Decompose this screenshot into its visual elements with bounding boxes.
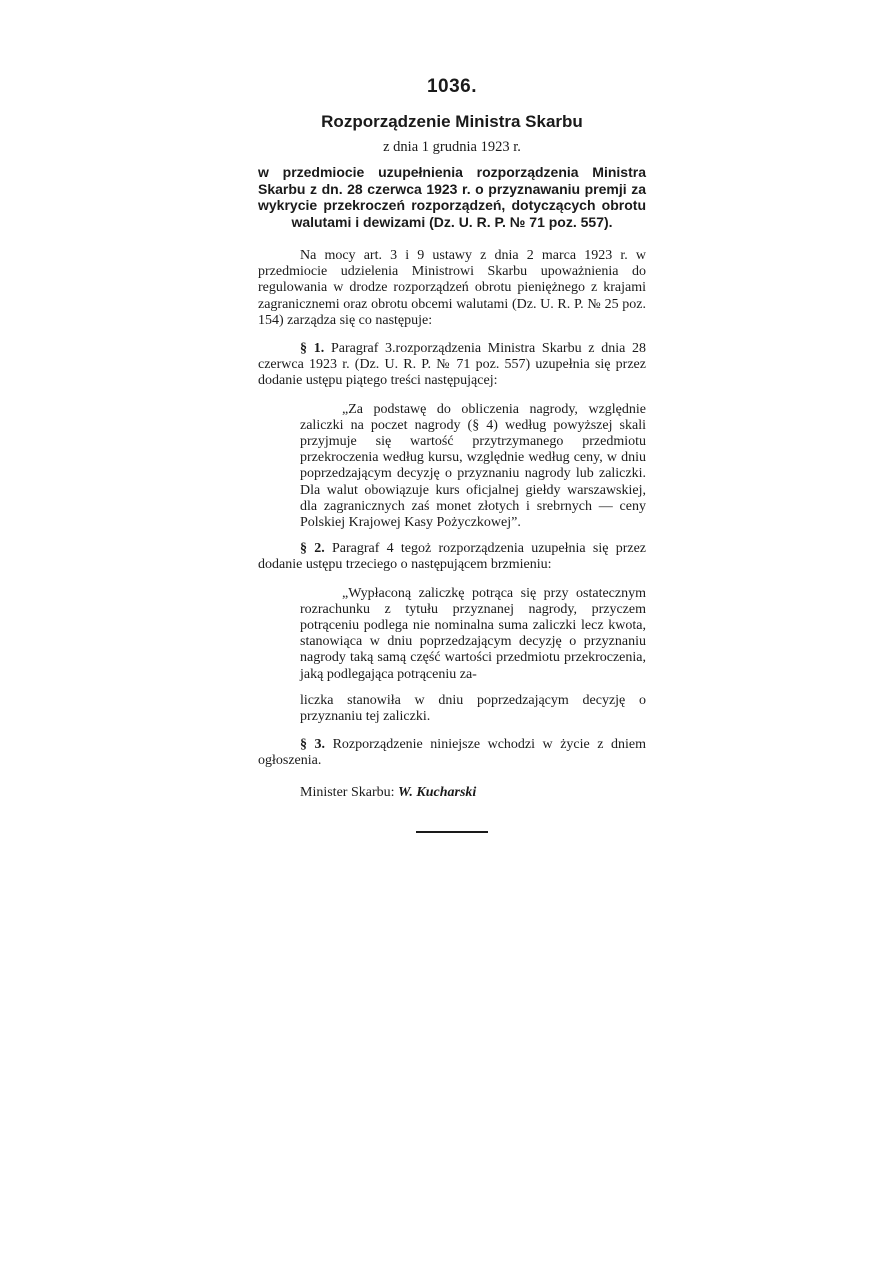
section-2-quote: „Wypłaconą zaliczkę potrąca się przy ostatecznym rozrachunku z tytułu przyznanej nagrody, przyczem potrąceniu podlega nie nominalna suma zaliczki lecz kwota, stanowiąca w dniu poprzedzającym decyzję o przyznaniu nagrody taką samą część wartości przedmiotu przekroczenia, jaką podlegająca potrąceniu za- (300, 585, 646, 682)
signature-name: W. Kucharski (398, 784, 477, 800)
section-3-text: Rozporządzenie niniejsze wchodzi w życie z dniem ogłoszenia. (258, 737, 647, 769)
section-3 (258, 737, 646, 769)
document-title: Rozporządzenie Ministra Skarbu (321, 112, 583, 131)
section-3-mark: § 3. (300, 737, 326, 753)
closing-rule (416, 831, 488, 833)
section-1 (258, 341, 646, 390)
section-1-quote: „Za podstawę do obliczenia nagrody, względnie zaliczki na poczet nagrody (§ 4) według powyższej skali przyjmuje się wartość przytrzymanego przedmiotu przekroczenia według kursu, względnie według ceny, w dniu poprzedzającym decyzję o przyznaniu nagrody lub zaliczki. Dla walut obowiązuje kurs oficjalnej giełdy warszawskiej, dla zagranicznych zaś monet złotych i srebrnych — ceny Polskiej Krajowej Kasy Pożyczkowej”. (300, 401, 646, 531)
section-2-mark: § 2. (300, 541, 325, 557)
section-2-quote-continuation: liczka stanowiła w dniu poprzedzającym decyzję o przyznaniu tej zaliczki. (300, 692, 646, 725)
section-2-text: Paragraf 4 tegoż rozporządzenia uzupełnia się przez dodanie ustępu trzeciego o następującem brzmieniu: (258, 541, 646, 573)
section-1-text: Paragraf 3.rozporządzenia Ministra Skarbu z dnia 28 czerwca 1923 r. (Dz. U. R. P. № 71 poz. 557) uzupełnia się przez dodanie ustępu piątego treści następującej: (258, 341, 647, 389)
document-column (258, 70, 646, 833)
signature-role: Minister Skarbu: (300, 784, 395, 800)
section-1-mark: § 1. (300, 341, 325, 357)
preamble: Na mocy art. 3 i 9 ustawy z dnia 2 marca 1923 r. w przedmiocie udzielenia Ministrowi Skarbu upoważnienia do regulowania w drodze rozporządzeń obrotu pieniężnego z krajami zagranicznemi oraz obrotu obcemi walutami (Dz. U. R. P. № 25 poz. 154) zarządza się co następuje: (258, 248, 646, 328)
page-number: 1036. (426, 76, 478, 97)
document-date: z dnia 1 grudnia 1923 r. (383, 139, 521, 155)
document-subject: w przedmiocie uzupełnienia rozporządzenia Ministra Skarbu z dn. 28 czerwca 1923 r. o przyznawaniu premji za wykrycie przekroczeń rozporządzeń, dotyczących obrotu walutami i dewizami (Dz. U. R. P. № 71 poz. 557). (258, 164, 646, 230)
signature-line (258, 784, 646, 801)
section-2 (258, 541, 646, 573)
